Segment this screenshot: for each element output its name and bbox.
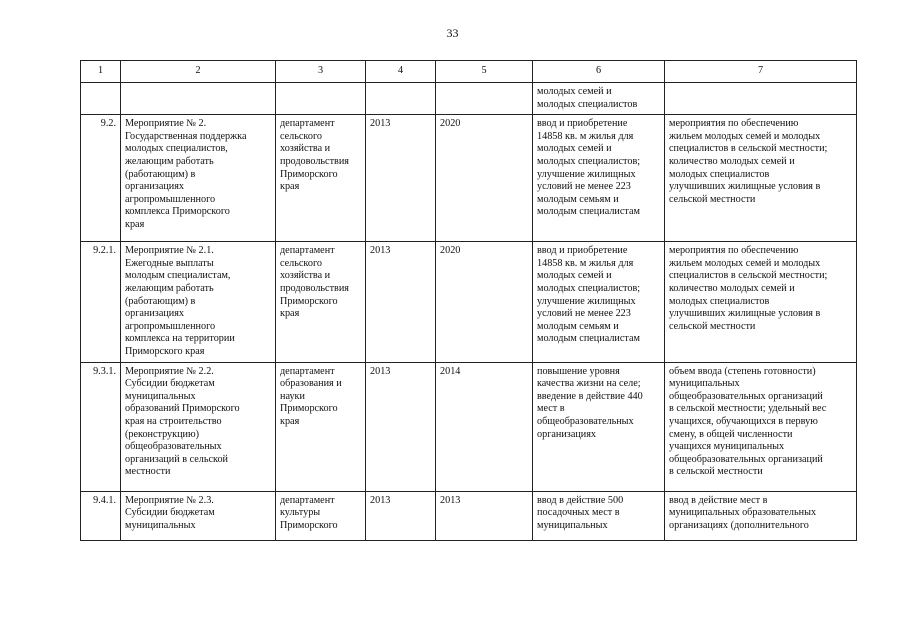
empty-cell	[436, 83, 533, 115]
expected-result: ввод и приобретение 14858 кв. м жилья для молодых семей и молодых специалистов; улучшение жилищных условий не менее 223 молодым семьям и молодым специалистам	[533, 115, 665, 242]
column-header: 3	[276, 61, 366, 83]
item-number: 9.2.1.	[81, 242, 121, 362]
start-year: 2013	[366, 115, 436, 242]
column-header: 4	[366, 61, 436, 83]
column-header: 7	[665, 61, 857, 83]
empty-cell	[366, 83, 436, 115]
table-row	[81, 242, 857, 362]
start-year: 2013	[366, 362, 436, 491]
page-number: 33	[446, 26, 459, 40]
empty-cell	[121, 83, 276, 115]
end-year: 2020	[436, 115, 533, 242]
item-number: 9.3.1.	[81, 362, 121, 491]
result-cell: молодых семей и молодых специалистов	[533, 83, 665, 115]
end-year: 2014	[436, 362, 533, 491]
executor: департамент сельского хозяйства и продовольствия Приморского края	[276, 242, 366, 362]
activity-name: Мероприятие № 2.3. Субсидии бюджетам муниципальных	[121, 491, 276, 540]
column-number-header-row	[81, 61, 857, 83]
table-row	[81, 491, 857, 540]
indicator: мероприятия по обеспечению жильем молодых семей и молодых специалистов в сельской местности; количество молодых семей и молодых специалистов улучшивших жилищные условия в сельской местности	[665, 115, 857, 242]
column-header: 5	[436, 61, 533, 83]
activity-name: Мероприятие № 2.1. Ежегодные выплаты молодым специалистам, желающим работать (работающим) в организациях агропромышленного комплекса на территории Приморского края	[121, 242, 276, 362]
activity-name: Мероприятие № 2. Государственная поддержка молодых специалистов, желающим работать (работающим) в организациях агропромышленного комплекса Приморского края	[121, 115, 276, 242]
end-year: 2020	[436, 242, 533, 362]
start-year: 2013	[366, 242, 436, 362]
empty-cell	[81, 83, 121, 115]
executor: департамент культуры Приморского	[276, 491, 366, 540]
item-number: 9.2.	[81, 115, 121, 242]
end-year: 2013	[436, 491, 533, 540]
column-header: 1	[81, 61, 121, 83]
expected-result: повышение уровня качества жизни на селе; введение в действие 440 мест в общеобразовательных организациях	[533, 362, 665, 491]
continuation-row	[81, 83, 857, 115]
executor: департамент сельского хозяйства и продовольствия Приморского края	[276, 115, 366, 242]
table-row	[81, 362, 857, 491]
item-number: 9.4.1.	[81, 491, 121, 540]
empty-cell	[276, 83, 366, 115]
table-row	[81, 115, 857, 242]
start-year: 2013	[366, 491, 436, 540]
activity-name: Мероприятие № 2.2. Субсидии бюджетам муниципальных образований Приморского края на строительство (реконструкцию) общеобразовательных организаций в сельской местности	[121, 362, 276, 491]
indicator: объем ввода (степень готовности) муниципальных общеобразовательных организаций в сельской местности; удельный вес учащихся, обучающихся в первую смену, в общей численности учащихся муниципальных общеобразовательных организаций в сельской местности	[665, 362, 857, 491]
executor: департамент образования и науки Приморского края	[276, 362, 366, 491]
empty-cell	[665, 83, 857, 115]
indicator: ввод в действие мест в муниципальных образовательных организациях (дополнительного	[665, 491, 857, 540]
program-activities-table	[80, 60, 857, 541]
column-header: 2	[121, 61, 276, 83]
expected-result: ввод в действие 500 посадочных мест в муниципальных	[533, 491, 665, 540]
column-header: 6	[533, 61, 665, 83]
expected-result: ввод и приобретение 14858 кв. м жилья для молодых семей и молодых специалистов; улучшение жилищных условий не менее 223 молодым семьям и молодым специалистам	[533, 242, 665, 362]
indicator: мероприятия по обеспечению жильем молодых семей и молодых специалистов в сельской местности; количество молодых семей и молодых специалистов улучшивших жилищные условия в сельской местности	[665, 242, 857, 362]
